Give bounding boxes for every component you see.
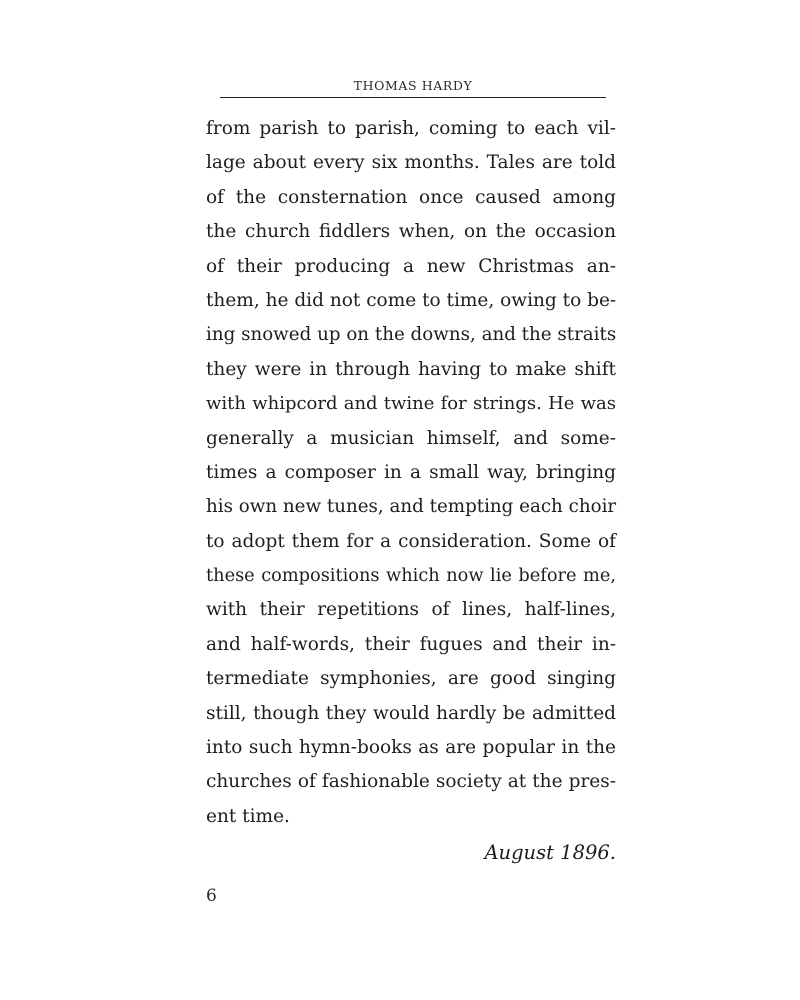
text-line: and half-words, their fugues and their in- xyxy=(206,633,616,655)
text-line: of the consternation once caused among xyxy=(206,186,616,208)
header-rule xyxy=(220,97,606,98)
text-line: termediate symphonies, are good singing xyxy=(206,668,616,690)
text-line: of their producing a new Christmas an- xyxy=(206,255,616,277)
dateline: August 1896. xyxy=(484,841,616,864)
text-line: the church fiddlers when, on the occasion xyxy=(206,221,616,243)
text-line: his own new tunes, and tempting each choir xyxy=(206,496,617,518)
text-line: into such hymn-books as are popular in the xyxy=(206,737,616,759)
text-line: ing snowed up on the downs, and the straits xyxy=(206,324,617,346)
text-line: from parish to parish, coming to each vil- xyxy=(206,118,616,139)
text-line: with whipcord and twine for strings. He was xyxy=(206,393,616,415)
running-head: THOMAS HARDY xyxy=(353,78,473,93)
text-line: still, though they would hardly be admitted xyxy=(206,702,616,724)
text-line: with their repetitions of lines, half-lines, xyxy=(206,599,616,621)
text-line: churches of fashionable society at the pres- xyxy=(206,771,616,793)
body-text xyxy=(206,112,616,834)
text-line: times a composer in a small way, bringing xyxy=(206,461,616,483)
page-number: 6 xyxy=(206,886,217,906)
text-line: generally a musician himself, and some- xyxy=(206,427,616,449)
text-line: ent time. xyxy=(206,805,290,827)
text-line: these compositions which now lie before me, xyxy=(206,566,616,587)
text-line: they were in through having to make shift xyxy=(206,358,616,380)
text-line: lage about every six months. Tales are told xyxy=(206,152,616,174)
text-line: them, he did not come to time, owing to be- xyxy=(206,289,617,311)
text-line: to adopt them for a consideration. Some of xyxy=(206,530,616,552)
